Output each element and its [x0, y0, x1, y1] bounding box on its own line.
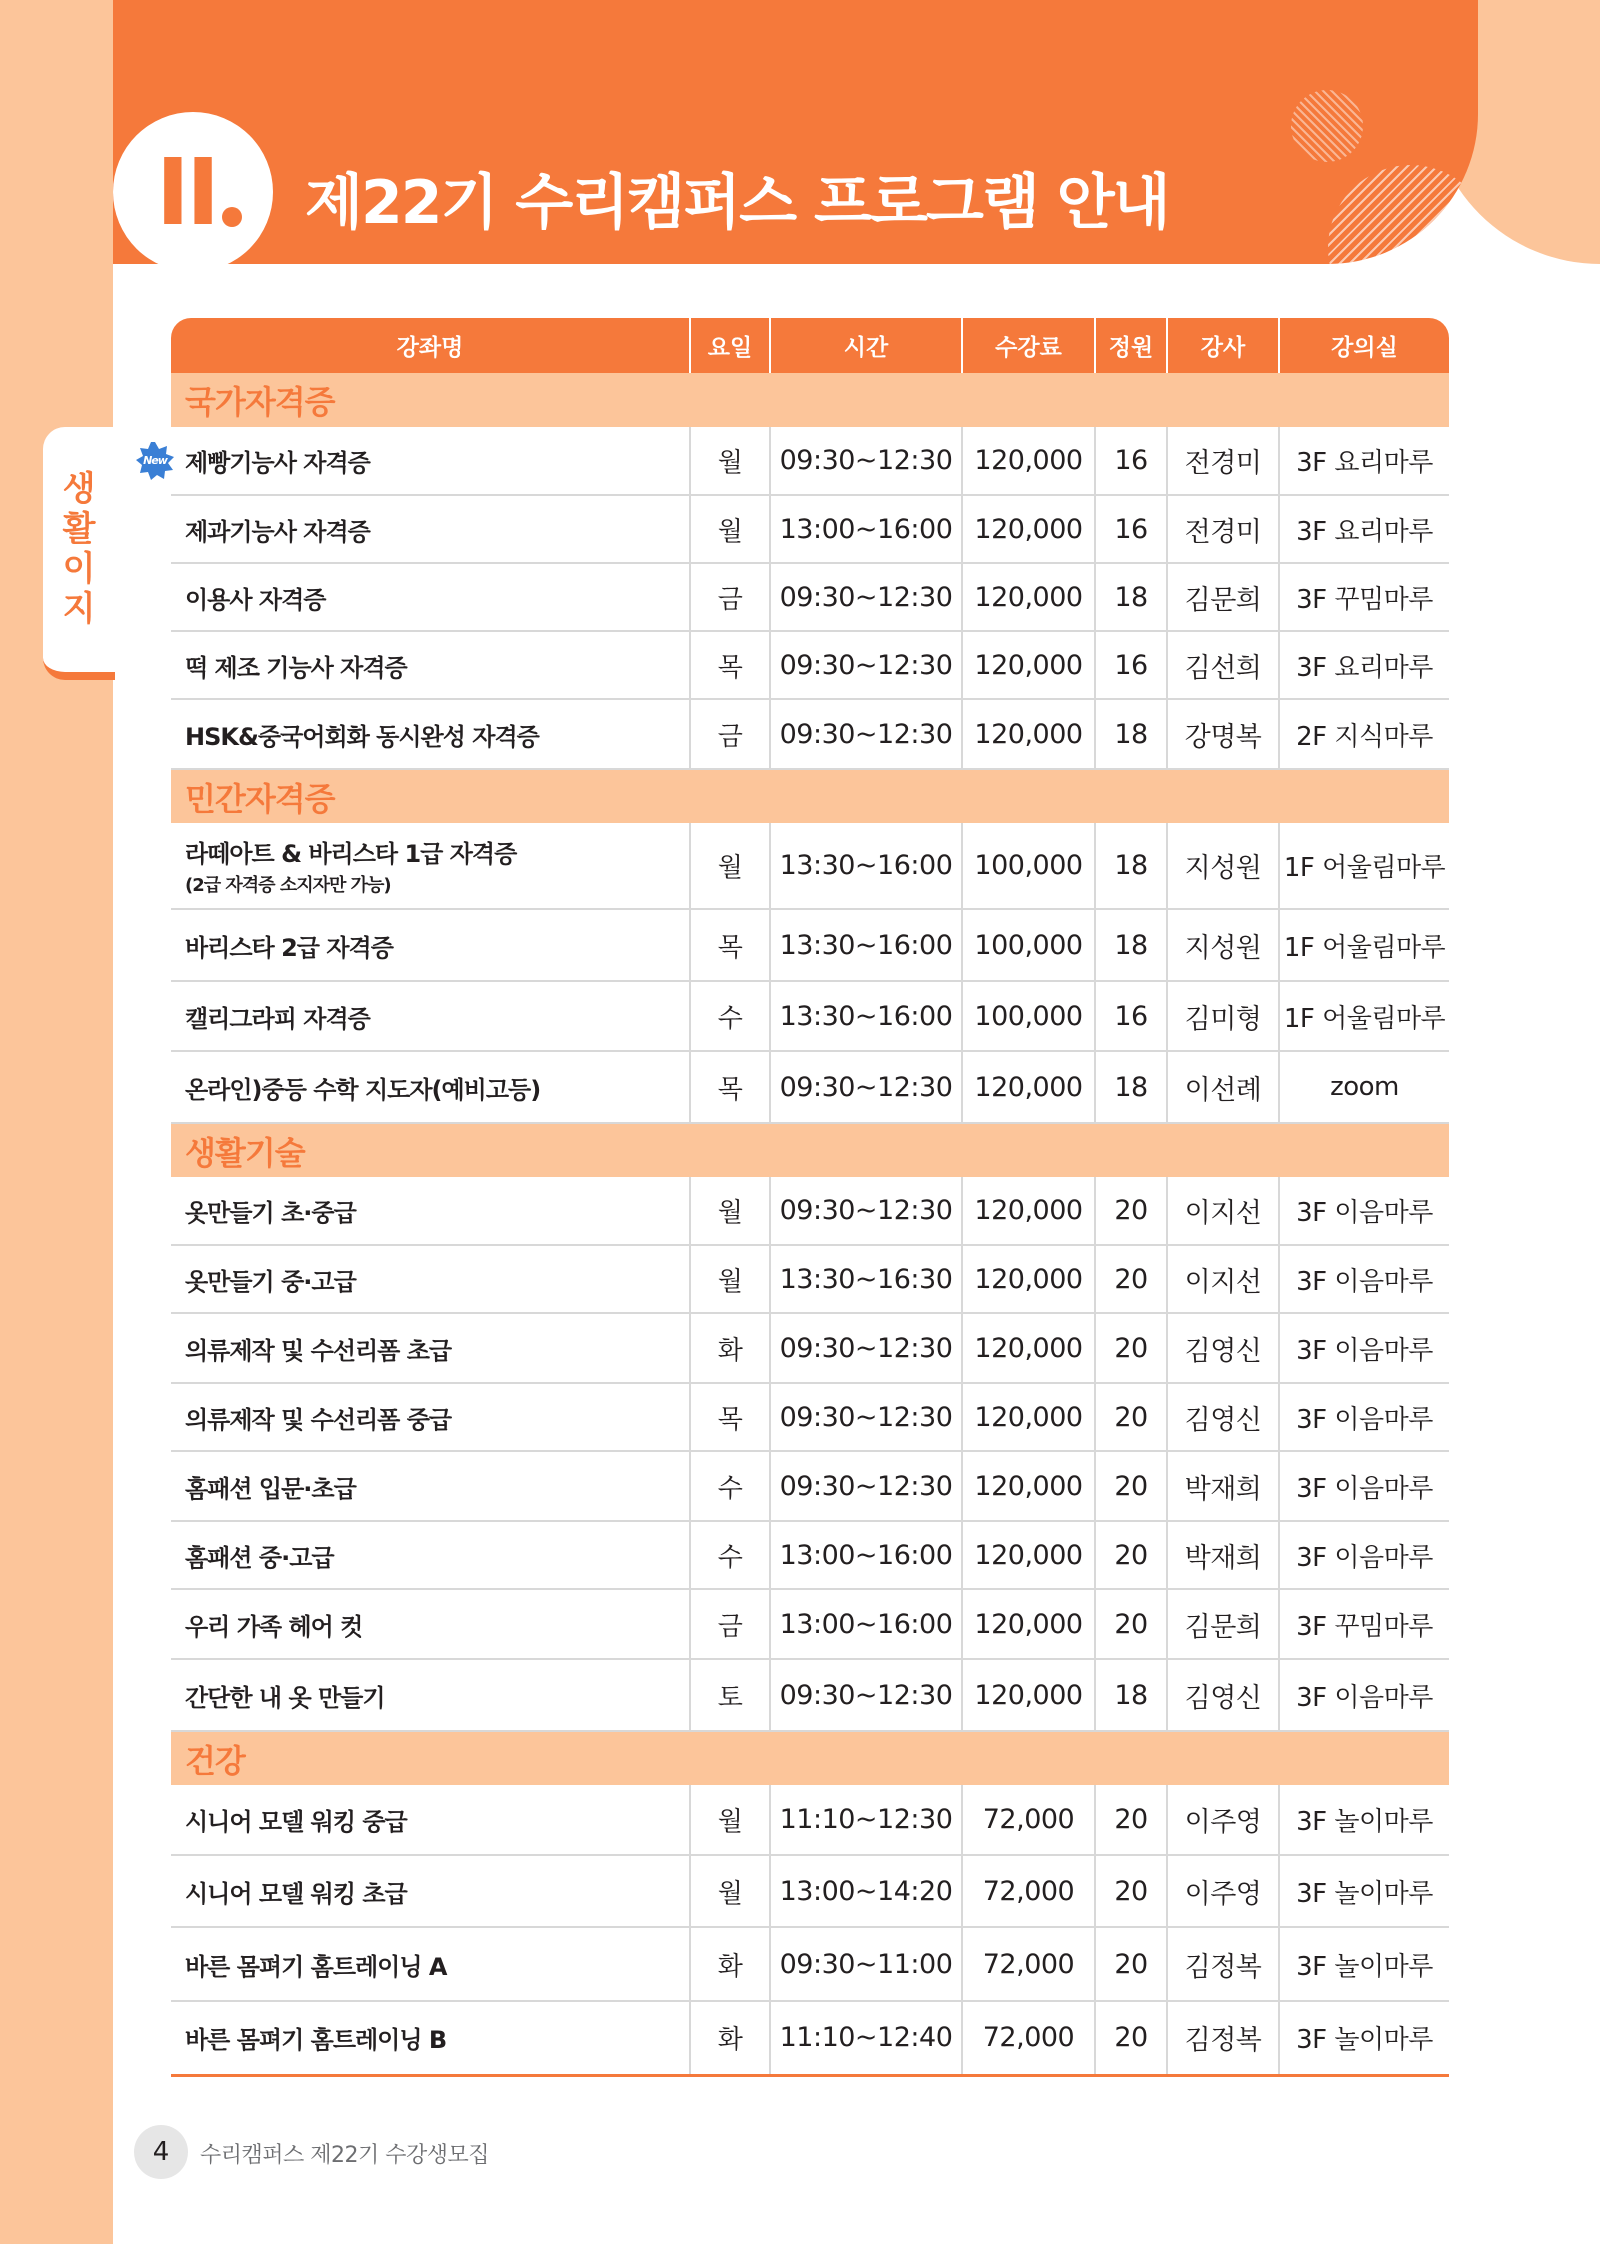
fee-cell: 120,000: [962, 631, 1095, 699]
room-cell: 3F 이음마루: [1279, 1659, 1449, 1731]
course-name-cell: [143, 427, 690, 495]
course-name: 의류제작 및 수선리폼 초급: [185, 1336, 452, 1365]
category-label: 건강: [171, 1731, 1449, 1785]
teacher-cell: 김영신: [1167, 1313, 1279, 1383]
table-row: [171, 1051, 1449, 1123]
room-cell: 1F 어울림마루: [1279, 909, 1449, 981]
table-row: [171, 495, 1449, 563]
column-header: 수강료: [962, 318, 1095, 373]
course-name: 제빵기능사 자격증: [185, 449, 370, 477]
day-cell: 금: [690, 699, 770, 769]
table-row: [171, 1855, 1449, 1927]
course-name-cell: [171, 1855, 690, 1927]
course-name-cell: [171, 563, 690, 631]
fee-cell: 100,000: [962, 823, 1095, 909]
table-row: [171, 1313, 1449, 1383]
capacity-cell: 18: [1095, 1051, 1167, 1123]
side-tab-char: 활: [62, 509, 96, 549]
time-cell: 09:30~12:30: [770, 563, 962, 631]
fee-cell: 120,000: [962, 563, 1095, 631]
course-name-cell: [171, 1383, 690, 1451]
day-cell: 월: [690, 1785, 770, 1855]
room-cell: 3F 놀이마루: [1279, 2001, 1449, 2075]
table-row: [171, 1659, 1449, 1731]
table-row: [171, 1383, 1449, 1451]
teacher-cell: 전경미: [1167, 495, 1279, 563]
course-name: 떡 제조 기능사 자격증: [185, 653, 407, 682]
course-name-cell: [171, 823, 690, 909]
new-badge-label: New: [143, 454, 167, 467]
course-name-cell: [171, 1927, 690, 2001]
day-cell: 목: [690, 1383, 770, 1451]
table-row: [171, 1451, 1449, 1521]
capacity-cell: 20: [1095, 1785, 1167, 1855]
course-name: 제과기능사 자격증: [185, 517, 370, 546]
table-row: [171, 1785, 1449, 1855]
day-cell: 목: [690, 1051, 770, 1123]
category-label: 국가자격증: [171, 373, 1449, 427]
room-cell: 3F 놀이마루: [1279, 1785, 1449, 1855]
day-cell: 월: [690, 1855, 770, 1927]
table-row: [171, 1177, 1449, 1245]
fee-cell: 120,000: [962, 495, 1095, 563]
course-name-cell: [171, 495, 690, 563]
room-cell: 1F 어울림마루: [1279, 981, 1449, 1051]
capacity-cell: 18: [1095, 699, 1167, 769]
time-cell: 09:30~12:30: [770, 699, 962, 769]
course-name: 바리스타 2급 자격증: [185, 933, 393, 962]
time-cell: 09:30~12:30: [770, 1051, 962, 1123]
fee-cell: 120,000: [962, 1521, 1095, 1589]
room-cell: 3F 이음마루: [1279, 1245, 1449, 1313]
fee-cell: 120,000: [962, 1589, 1095, 1659]
time-cell: 09:30~12:30: [770, 1659, 962, 1731]
teacher-cell: 지성원: [1167, 909, 1279, 981]
time-cell: 11:10~12:30: [770, 1785, 962, 1855]
category-row: [171, 1123, 1449, 1177]
capacity-cell: 16: [1095, 427, 1167, 495]
capacity-cell: 20: [1095, 1589, 1167, 1659]
course-name-cell: [171, 699, 690, 769]
fee-cell: 100,000: [962, 909, 1095, 981]
capacity-cell: 16: [1095, 981, 1167, 1051]
time-cell: 09:30~12:30: [770, 1451, 962, 1521]
room-cell: 3F 이음마루: [1279, 1177, 1449, 1245]
chapter-badge: [113, 112, 273, 272]
time-cell: 13:30~16:30: [770, 1245, 962, 1313]
column-header: 요일: [690, 318, 770, 373]
day-cell: 월: [690, 1177, 770, 1245]
course-name-cell: [171, 981, 690, 1051]
day-cell: 월: [690, 495, 770, 563]
course-name-cell: [171, 631, 690, 699]
course-name: 옷만들기 중·고급: [185, 1267, 356, 1296]
time-cell: 09:30~12:30: [770, 1313, 962, 1383]
capacity-cell: 20: [1095, 1855, 1167, 1927]
time-cell: 09:30~12:30: [770, 1383, 962, 1451]
day-cell: 금: [690, 563, 770, 631]
time-cell: 13:00~16:00: [770, 1521, 962, 1589]
fee-cell: 72,000: [962, 1927, 1095, 2001]
fee-cell: 120,000: [962, 1313, 1095, 1383]
time-cell: 09:30~12:30: [770, 427, 962, 495]
table-row: [171, 427, 1449, 495]
course-name: 우리 가족 헤어 컷: [185, 1612, 363, 1641]
capacity-cell: 18: [1095, 1659, 1167, 1731]
room-cell: 3F 이음마루: [1279, 1521, 1449, 1589]
time-cell: 13:30~16:00: [770, 909, 962, 981]
table-row: [171, 823, 1449, 909]
capacity-cell: 18: [1095, 909, 1167, 981]
hatched-circle-small: [1291, 90, 1363, 162]
teacher-cell: 박재희: [1167, 1451, 1279, 1521]
day-cell: 금: [690, 1589, 770, 1659]
capacity-cell: 20: [1095, 1521, 1167, 1589]
course-name: 간단한 내 옷 만들기: [185, 1683, 385, 1712]
course-name-cell: [171, 1589, 690, 1659]
day-cell: 월: [690, 427, 770, 495]
fee-cell: 120,000: [962, 1659, 1095, 1731]
fee-cell: 120,000: [962, 1177, 1095, 1245]
day-cell: 수: [690, 1451, 770, 1521]
teacher-cell: 이주영: [1167, 1855, 1279, 1927]
table-row: [171, 1927, 1449, 2001]
capacity-cell: 18: [1095, 823, 1167, 909]
column-header: 정원: [1095, 318, 1167, 373]
room-cell: 3F 꾸밈마루: [1279, 1589, 1449, 1659]
fee-cell: 120,000: [962, 699, 1095, 769]
course-name: 이용사 자격증: [185, 585, 326, 614]
table-body: [143, 373, 1449, 2075]
table-row: [171, 1521, 1449, 1589]
page-title: 제22기 수리캠퍼스 프로그램 안내: [305, 168, 1169, 238]
room-cell: 3F 이음마루: [1279, 1451, 1449, 1521]
table-row: [171, 631, 1449, 699]
teacher-cell: 이지선: [1167, 1177, 1279, 1245]
chapter-number: II: [155, 138, 217, 246]
page-number: 4: [134, 2125, 188, 2179]
new-badge-icon: [135, 441, 175, 481]
capacity-cell: 20: [1095, 1313, 1167, 1383]
room-cell: 3F 요리마루: [1279, 427, 1449, 495]
fee-cell: 72,000: [962, 2001, 1095, 2075]
table-row: [171, 909, 1449, 981]
time-cell: 13:30~16:00: [770, 981, 962, 1051]
table-row: [171, 981, 1449, 1051]
side-tab-label: [43, 469, 115, 629]
course-name: 홈패션 입문·초급: [185, 1474, 356, 1503]
course-name: 시니어 모델 워킹 중급: [185, 1808, 407, 1836]
day-cell: 화: [690, 1927, 770, 2001]
day-cell: 수: [690, 1521, 770, 1589]
table-row: [171, 1589, 1449, 1659]
category-row: [171, 769, 1449, 823]
footer-text: 수리캠퍼스 제22기 수강생모집: [200, 2143, 490, 2168]
category-row: [171, 1731, 1449, 1785]
capacity-cell: 20: [1095, 1383, 1167, 1451]
time-cell: 13:30~16:00: [770, 823, 962, 909]
hatched-circle-large: [1328, 165, 1478, 264]
teacher-cell: 김선희: [1167, 631, 1279, 699]
time-cell: 09:30~11:00: [770, 1927, 962, 2001]
teacher-cell: 김정복: [1167, 1927, 1279, 2001]
room-cell: 1F 어울림마루: [1279, 823, 1449, 909]
course-name: 의류제작 및 수선리폼 중급: [185, 1405, 452, 1434]
teacher-cell: 이지선: [1167, 1245, 1279, 1313]
category-label: 생활기술: [171, 1123, 1449, 1177]
course-name-cell: [171, 1521, 690, 1589]
capacity-cell: 20: [1095, 1245, 1167, 1313]
day-cell: 화: [690, 2001, 770, 2075]
fee-cell: 100,000: [962, 981, 1095, 1051]
category-label: 민간자격증: [171, 769, 1449, 823]
day-cell: 화: [690, 1313, 770, 1383]
course-name-cell: [171, 1659, 690, 1731]
room-cell: 3F 이음마루: [1279, 1313, 1449, 1383]
time-cell: 13:00~14:20: [770, 1855, 962, 1927]
capacity-cell: 20: [1095, 1927, 1167, 2001]
room-cell: 3F 요리마루: [1279, 631, 1449, 699]
course-name: 옷만들기 초·중급: [185, 1199, 356, 1227]
day-cell: 목: [690, 909, 770, 981]
course-name-cell: [171, 909, 690, 981]
day-cell: 토: [690, 1659, 770, 1731]
course-name-cell: [171, 1177, 690, 1245]
fee-cell: 120,000: [962, 1051, 1095, 1123]
left-decor-strip: [0, 0, 113, 2244]
teacher-cell: 김문희: [1167, 563, 1279, 631]
day-cell: 수: [690, 981, 770, 1051]
column-header: 강좌명: [171, 318, 690, 373]
column-header: 강의실: [1279, 318, 1449, 373]
fee-cell: 120,000: [962, 1451, 1095, 1521]
course-name-cell: [171, 2001, 690, 2075]
course-name: 홈패션 중·고급: [185, 1543, 334, 1572]
capacity-cell: 20: [1095, 1177, 1167, 1245]
course-note: (2급 자격증 소지자만 가능): [185, 875, 391, 896]
course-name: 라떼아트 & 바리스타 1급 자격증: [185, 840, 517, 868]
side-tab-char: 이: [62, 549, 96, 589]
chapter-dot: [222, 207, 242, 227]
room-cell: 3F 이음마루: [1279, 1383, 1449, 1451]
teacher-cell: 김영신: [1167, 1383, 1279, 1451]
capacity-cell: 16: [1095, 495, 1167, 563]
day-cell: 월: [690, 823, 770, 909]
day-cell: 목: [690, 631, 770, 699]
side-tab: [43, 427, 115, 680]
table-row: [171, 1245, 1449, 1313]
room-cell: 3F 놀이마루: [1279, 1927, 1449, 2001]
category-row: [171, 373, 1449, 427]
course-name: 캘리그라피 자격증: [185, 1004, 370, 1033]
time-cell: 09:30~12:30: [770, 1177, 962, 1245]
course-name: 시니어 모델 워킹 초급: [185, 1879, 407, 1908]
course-name: 바른 몸펴기 홈트레이닝 A: [185, 1952, 447, 1981]
course-name-cell: [171, 1451, 690, 1521]
course-name: 바른 몸펴기 홈트레이닝 B: [185, 2026, 447, 2055]
time-cell: 13:00~16:00: [770, 1589, 962, 1659]
teacher-cell: 김미형: [1167, 981, 1279, 1051]
table-row: [171, 563, 1449, 631]
teacher-cell: 김문희: [1167, 1589, 1279, 1659]
fee-cell: 120,000: [962, 1383, 1095, 1451]
teacher-cell: 김정복: [1167, 2001, 1279, 2075]
teacher-cell: 박재희: [1167, 1521, 1279, 1589]
side-tab-char: 생: [62, 469, 96, 509]
room-cell: 3F 놀이마루: [1279, 1855, 1449, 1927]
fee-cell: 72,000: [962, 1785, 1095, 1855]
teacher-cell: 이선례: [1167, 1051, 1279, 1123]
course-name: 온라인)중등 수학 지도자(예비고등): [185, 1075, 541, 1104]
teacher-cell: 강명복: [1167, 699, 1279, 769]
teacher-cell: 김영신: [1167, 1659, 1279, 1731]
teacher-cell: 전경미: [1167, 427, 1279, 495]
capacity-cell: 18: [1095, 563, 1167, 631]
course-name-cell: [171, 1313, 690, 1383]
column-header: 시간: [770, 318, 962, 373]
room-cell: 2F 지식마루: [1279, 699, 1449, 769]
table-row: [171, 699, 1449, 769]
table-row: [171, 2001, 1449, 2075]
side-tab-char: 지: [62, 589, 96, 629]
teacher-cell: 이주영: [1167, 1785, 1279, 1855]
course-name-cell: [171, 1051, 690, 1123]
time-cell: 09:30~12:30: [770, 631, 962, 699]
time-cell: 11:10~12:40: [770, 2001, 962, 2075]
program-table: [143, 318, 1449, 2077]
fee-cell: 120,000: [962, 427, 1095, 495]
table-header-row: [171, 318, 1449, 373]
room-cell: 3F 요리마루: [1279, 495, 1449, 563]
day-cell: 월: [690, 1245, 770, 1313]
room-cell: 3F 꾸밈마루: [1279, 563, 1449, 631]
course-name-cell: [171, 1245, 690, 1313]
course-name-cell: [171, 1785, 690, 1855]
column-header: 강사: [1167, 318, 1279, 373]
capacity-cell: 16: [1095, 631, 1167, 699]
time-cell: 13:00~16:00: [770, 495, 962, 563]
fee-cell: 72,000: [962, 1855, 1095, 1927]
room-cell: zoom: [1279, 1051, 1449, 1123]
capacity-cell: 20: [1095, 2001, 1167, 2075]
capacity-cell: 20: [1095, 1451, 1167, 1521]
course-name: HSK&중국어회화 동시완성 자격증: [185, 722, 539, 751]
teacher-cell: 지성원: [1167, 823, 1279, 909]
fee-cell: 120,000: [962, 1245, 1095, 1313]
